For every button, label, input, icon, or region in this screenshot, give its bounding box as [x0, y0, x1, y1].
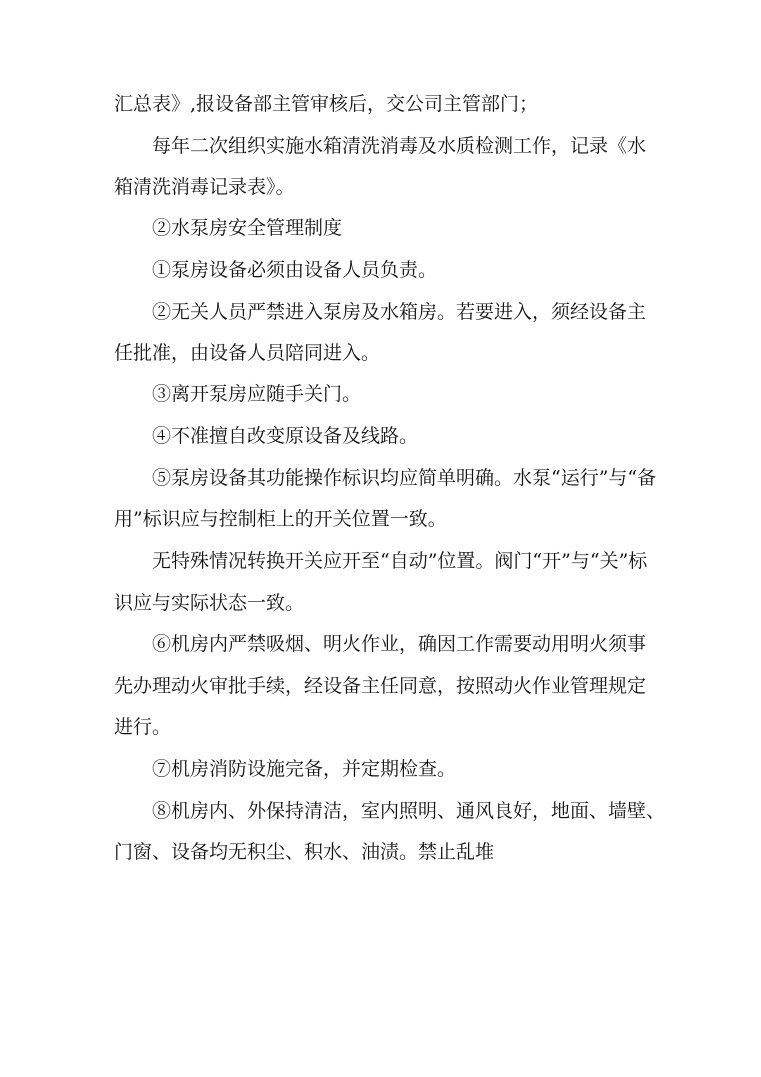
rule-item-5: ⑤泵房设备其功能操作标识均应简单明确。水泵“运行”与“备: [152, 467, 657, 489]
rule-item-3: ③离开泵房应随手关门。: [152, 383, 362, 405]
section-heading: ②水泵房安全管理制度: [152, 217, 343, 239]
rule-item-2: ②无关人员严禁进入泵房及水箱房。若要进入，须经设备主: [152, 301, 647, 323]
paragraph-start: 无特殊情况转换开关应开至“自动”位置。阀门“开”与“关”标: [152, 550, 648, 572]
rule-item-6: ⑥机房内严禁吸烟、明火作业，确因工作需要动用明火须事: [152, 633, 647, 655]
text-line: 箱清洗消毒记录表》。: [114, 176, 295, 198]
rule-item-4: ④不准擅自改变原设备及线路。: [152, 425, 419, 447]
rule-item-1: ①泵房设备必须由设备人员负责。: [152, 259, 438, 281]
text-line: 汇总表》,报设备部主管审核后，交公司主管部门；: [114, 93, 539, 115]
text-line: 任批准，由设备人员陪同进入。: [114, 342, 381, 364]
rule-item-8: ⑧机房内、外保持清洁，室内照明、通风良好，地面、墙壁、: [152, 800, 666, 822]
rule-item-7: ⑦机房消防设施完备，并定期检查。: [152, 758, 457, 780]
text-line: 识应与实际状态一致。: [114, 592, 305, 614]
paragraph-start: 每年二次组织实施水箱清洗消毒及水质检测工作，记录《水: [152, 135, 647, 157]
text-line: 门窗、设备均无积尘、积水、油渍。禁止乱堆: [114, 841, 495, 863]
text-line: 用”标识应与控制柜上的开关位置一致。: [114, 508, 447, 530]
text-line: 先办理动火审批手续，经设备主任同意，按照动火作业管理规定: [114, 675, 647, 697]
text-line: 进行。: [114, 716, 172, 738]
